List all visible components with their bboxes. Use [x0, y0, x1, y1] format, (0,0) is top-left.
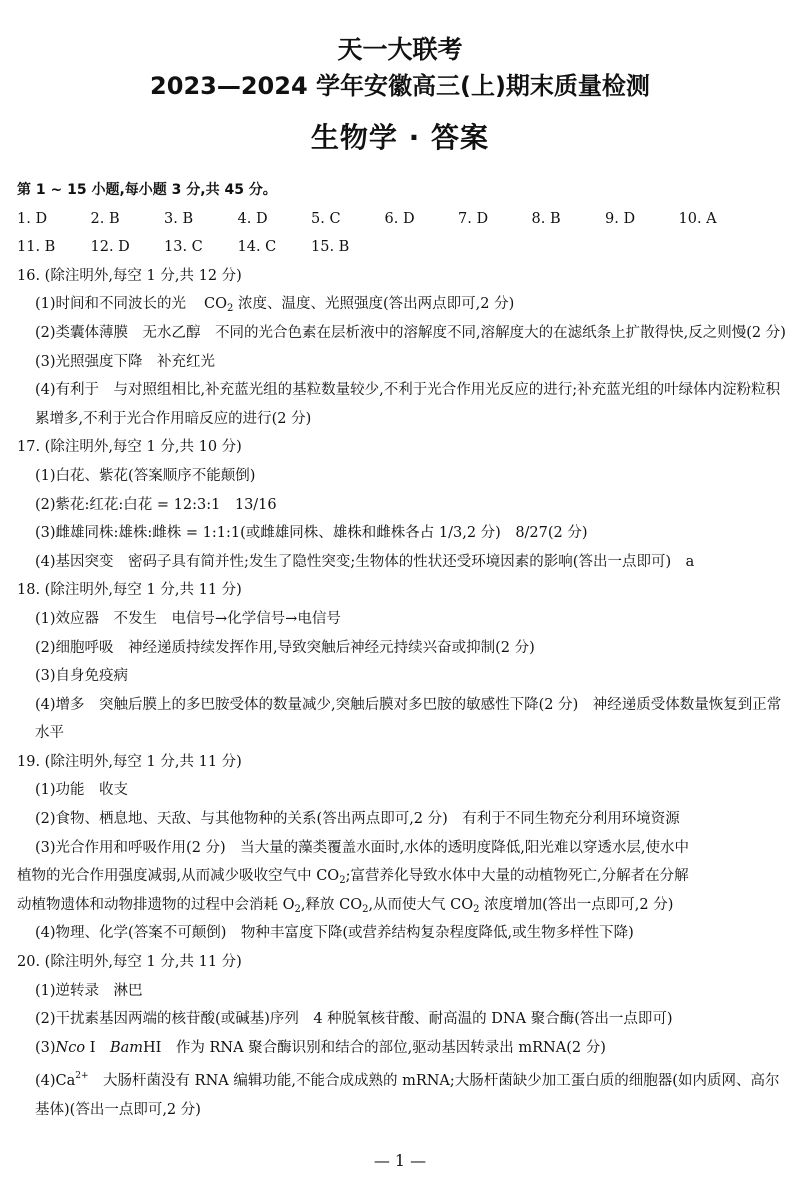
mc-answer: 1. D [17, 210, 48, 227]
q17-answer-2: (2)紫花:红花:白花 = 12:3:1 13/16 [35, 496, 277, 513]
q16-answer-1c: 浓度、温度、光照强度(答出两点即可,2 分) [233, 296, 515, 313]
text: ;富营养化导致水体中大量的动植物死亡,分解者在分解 [345, 868, 689, 885]
text: 浓度增加(答出一点即可,2 分) [479, 896, 674, 913]
superscript: 2+ [75, 1071, 89, 1082]
exam-organizer: 天一大联考 [337, 35, 463, 64]
q17-title: 17. (除注明外,每空 1 分,共 10 分) [17, 439, 242, 456]
q18-answer-2: (2)细胞呼吸 神经递质持续发挥作用,导致突触后神经元持续兴奋或抑制(2 分) [35, 639, 535, 656]
mc-answer: 7. D [458, 210, 489, 227]
enzyme-name-italic: Nco [55, 1039, 86, 1056]
mc-answer: 3. B [164, 210, 194, 227]
q19-answer-2: (2)食物、栖息地、天敌、与其他物种的关系(答出两点即可,2 分) 有利于不同生物充分利用环境资源 [35, 811, 680, 828]
q18-answer-1: (1)效应器 不发生 电信号→化学信号→电信号 [35, 610, 341, 627]
q20-answer-1: (1)逆转录 淋巴 [35, 982, 143, 999]
q18-answer-4: (4)增多 突触后膜上的多巴胺受体的数量减少,突触后膜对多巴胺的敏感性下降(2 分) 神经递质受体数量恢复到正常水平 [35, 696, 782, 742]
mc-answer: 2. B [90, 210, 120, 227]
text: Ⅰ [85, 1039, 110, 1056]
mc-answer: 12. D [90, 239, 130, 256]
enzyme-name-italic: Bam [109, 1039, 143, 1056]
q18-answer-3: (3)自身免疫病 [35, 668, 129, 685]
q19-title: 19. (除注明外,每空 1 分,共 11 分) [17, 753, 242, 770]
q19-answer-3-line-2 [17, 862, 787, 891]
q20-answer-2: (2)干扰素基因两端的核苷酸(或碱基)序列 4 种脱氧核苷酸、耐高温的 DNA 聚合酶(答出一点即可) [35, 1011, 673, 1028]
text: 植物的光合作用强度减弱,从而减少吸收空气中 CO [17, 868, 340, 885]
text: HⅠ 作为 RNA 聚合酶识别和结合的部位,驱动基因转录出 mRNA(2 分) [143, 1039, 606, 1056]
q19-answer-3-line-3 [17, 891, 787, 920]
q19-answer-3-line-1: (3)光合作用和呼吸作用(2 分) 当大量的藻类覆盖水面时,水体的透明度降低,阳光难以穿透水层,使水中 [35, 839, 690, 856]
subscript: 2 [227, 303, 234, 315]
q17-answer-1: (1)白花、紫花(答案顺序不能颠倒) [35, 467, 256, 484]
q20-answer-4 [17, 1062, 787, 1124]
mc-answer: 8. B [531, 210, 561, 227]
text: 动植物遗体和动物排遗物的过程中会消耗 O [17, 896, 295, 913]
text: ,释放 CO [300, 896, 363, 913]
q17-answer-3: (3)雌雄同株:雄株:雌株 = 1:1:1(或雌雄同株、雄株和雌株各占 1/3,2 分) 8/27(2 分) [35, 525, 588, 542]
subscript: 2 [339, 875, 346, 887]
subscript: 2 [473, 903, 480, 915]
q16-answer-1b: CO [204, 296, 228, 313]
page-number: — 1 — [373, 1151, 427, 1170]
mc-answer: 11. B [17, 239, 56, 256]
mc-answer: 9. D [605, 210, 636, 227]
q20-answer-3 [17, 1034, 787, 1063]
q20-title: 20. (除注明外,每空 1 分,共 11 分) [17, 954, 242, 971]
q19-answer-4: (4)物理、化学(答案不可颠倒) 物种丰富度下降(或营养结构复杂程度降低,或生物多样性下降) [35, 925, 634, 942]
text: (3) [35, 1039, 56, 1056]
q16-answer-1 [17, 290, 787, 319]
mc-answer: 14. C [237, 239, 277, 256]
mc-answer: 15. B [311, 239, 350, 256]
q16-title: 16. (除注明外,每空 1 分,共 12 分) [17, 267, 242, 284]
mc-instructions: 第 1 ~ 15 小题,每小题 3 分,共 45 分。 [17, 182, 277, 198]
q19-answer-1: (1)功能 收支 [35, 782, 129, 799]
q16-answer-4: (4)有利于 与对照组相比,补充蓝光组的基粒数量较少,不利于光合作用光反应的进行;补充蓝光组的叶绿体内淀粉粒积累增多,不利于光合作用暗反应的进行(2 分) [35, 382, 781, 427]
subject-title: 生物学 · 答案 [310, 121, 490, 154]
text: ,从而使大气 CO [368, 896, 474, 913]
mc-answer: 13. C [164, 239, 203, 256]
q18-title: 18. (除注明外,每空 1 分,共 11 分) [17, 582, 242, 599]
exam-title: 2023—2024 学年安徽高三(上)期末质量检测 [150, 72, 650, 100]
q16-answer-3: (3)光照强度下降 补充红光 [35, 353, 216, 370]
mc-answer: 10. A [678, 210, 717, 227]
mc-answer: 6. D [384, 210, 415, 227]
mc-answer: 5. C [311, 210, 341, 227]
subscript: 2 [362, 903, 369, 915]
subscript: 2 [294, 903, 301, 915]
q16-answer-2: (2)类囊体薄膜 无水乙醇 不同的光合色素在层析液中的溶解度不同,溶解度大的在滤纸条上扩散得快,反之则慢(2 分) [35, 324, 786, 341]
mc-answer-row-2 [17, 233, 787, 262]
text: 大肠杆菌没有 RNA 编辑功能,不能合成成熟的 mRNA;大肠杆菌缺少加工蛋白质的细胞器(如内质网、高尔基体)(答出一点即可,2 分) [35, 1073, 780, 1118]
q16-answer-1a: (1)时间和不同波长的光 [35, 296, 187, 313]
mc-answer-row-1 [17, 205, 787, 234]
text: (4)Ca [35, 1073, 76, 1090]
answer-content [17, 176, 787, 1125]
q17-answer-4: (4)基因突变 密码子具有简并性;发生了隐性突变;生物体的性状还受环境因素的影响(答出一点即可) a [35, 553, 695, 570]
mc-answer: 4. D [237, 210, 268, 227]
